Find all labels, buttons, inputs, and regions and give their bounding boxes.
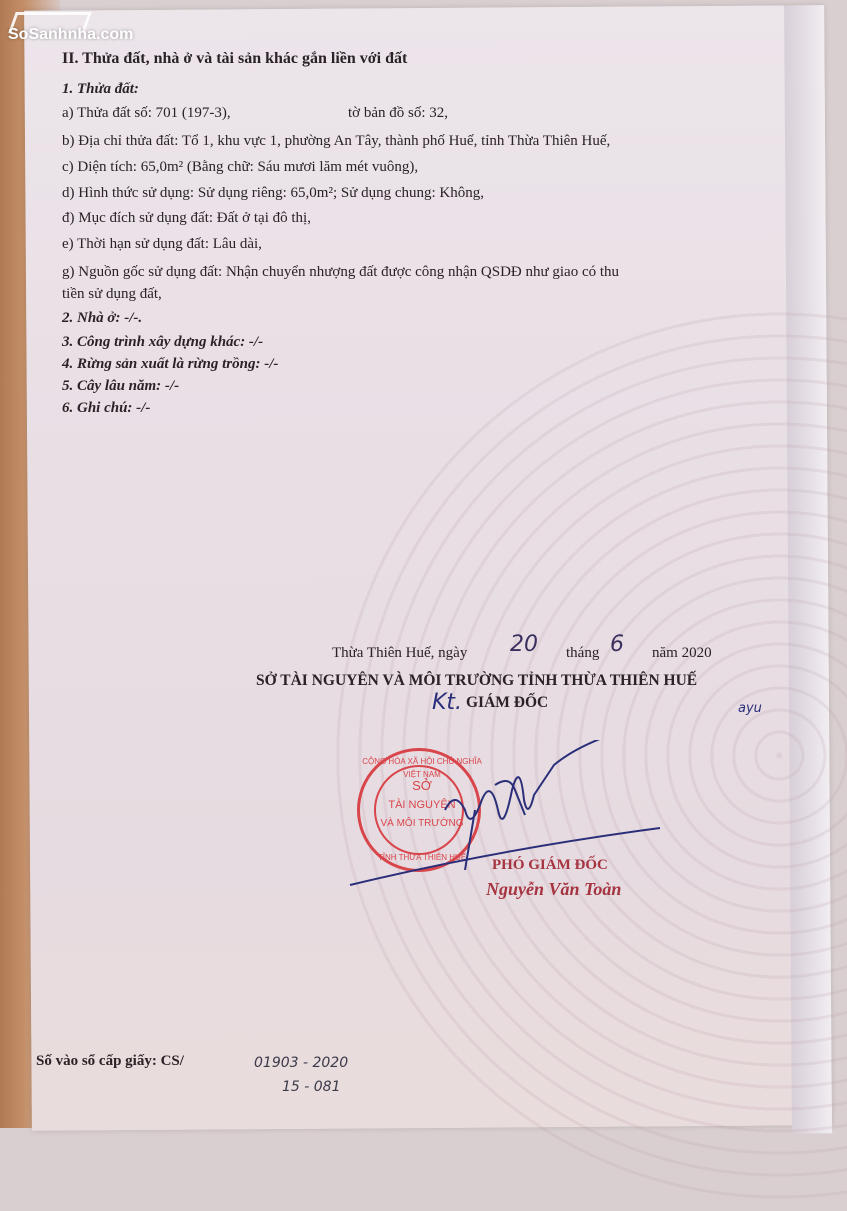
registry-number-label: Số vào sổ cấp giấy: CS/ [36, 1053, 184, 1069]
signer-title: PHÓ GIÁM ĐỐC [492, 857, 608, 873]
registry-number-handwritten: 01903 - 2020 [254, 1055, 349, 1071]
usage-form: d) Hình thức sử dụng: Sử dụng riêng: 65,0m²; Sử dụng chung: Không, [62, 185, 485, 201]
registry-suffix-handwritten: 15 - 081 [282, 1079, 341, 1095]
perennial-tree-item: 5. Cây lâu năm: -/- [62, 378, 180, 394]
signer-name: Nguyễn Văn Toàn [486, 879, 622, 899]
usage-purpose: đ) Mục đích sử dụng đất: Đất ở tại đô thị, [62, 210, 311, 226]
seal-center-line2: TÀI NGUYÊN [388, 799, 456, 811]
usage-origin-line1: g) Nguồn gốc sử dụng đất: Nhận chuyển nhượng đất được công nhận QSDĐ như giao có thu [62, 264, 620, 280]
initial-mark: ayu [738, 701, 762, 716]
date-month-handwritten: 6 [610, 632, 624, 657]
seal-center-line1: SỞ [412, 778, 432, 793]
seal-center-line3: VÀ MÔI TRƯỜNG [380, 818, 464, 829]
page-edge [784, 5, 832, 1133]
watermark-logo: SoSanhnha.com [8, 26, 134, 43]
plot-area: c) Diện tích: 65,0m² (Bằng chữ: Sáu mươi lăm mét vuông), [62, 159, 419, 175]
seal-bottom-text: TỈNH THỪA THIÊN HUẾ [377, 853, 467, 862]
kt-handwritten: Kt. [432, 690, 463, 715]
date-place: Thừa Thiên Huế, ngày [332, 645, 468, 661]
usage-term: e) Thời hạn sử dụng đất: Lâu dài, [62, 236, 262, 252]
date-month-label: tháng [566, 645, 600, 661]
director-title: GIÁM ĐỐC [466, 694, 549, 711]
construction-item: 3. Công trình xây dựng khác: -/- [62, 334, 264, 350]
issuing-organization: SỞ TÀI NGUYÊN VÀ MÔI TRƯỜNG TỈNH THỪA THIÊN HUẾ [256, 672, 698, 689]
map-sheet-number: tờ bản đồ số: 32, [348, 105, 449, 121]
date-day-handwritten: 20 [510, 632, 538, 657]
section-heading: II. Thửa đất, nhà ở và tài sản khác gắn liền với đất [62, 50, 408, 67]
plot-number: a) Thửa đất số: 701 (197-3), [62, 105, 231, 121]
plot-address: b) Địa chỉ thửa đất: Tổ 1, khu vực 1, phường An Tây, thành phố Huế, tỉnh Thừa Thiên Huế, [62, 133, 611, 149]
usage-origin-line2: tiền sử dụng đất, [62, 286, 162, 302]
house-item: 2. Nhà ở: -/-. [62, 310, 143, 326]
land-plot-title: 1. Thửa đất: [62, 81, 139, 97]
date-year: năm 2020 [652, 645, 712, 661]
forest-item: 4. Rừng sản xuất là rừng trồng: -/- [62, 356, 279, 372]
notes-item: 6. Ghi chú: -/- [62, 400, 151, 416]
seal-ring-text: CỘNG HÒA XÃ HỘI CHỦ NGHĨA VIỆT NAM [362, 757, 482, 779]
